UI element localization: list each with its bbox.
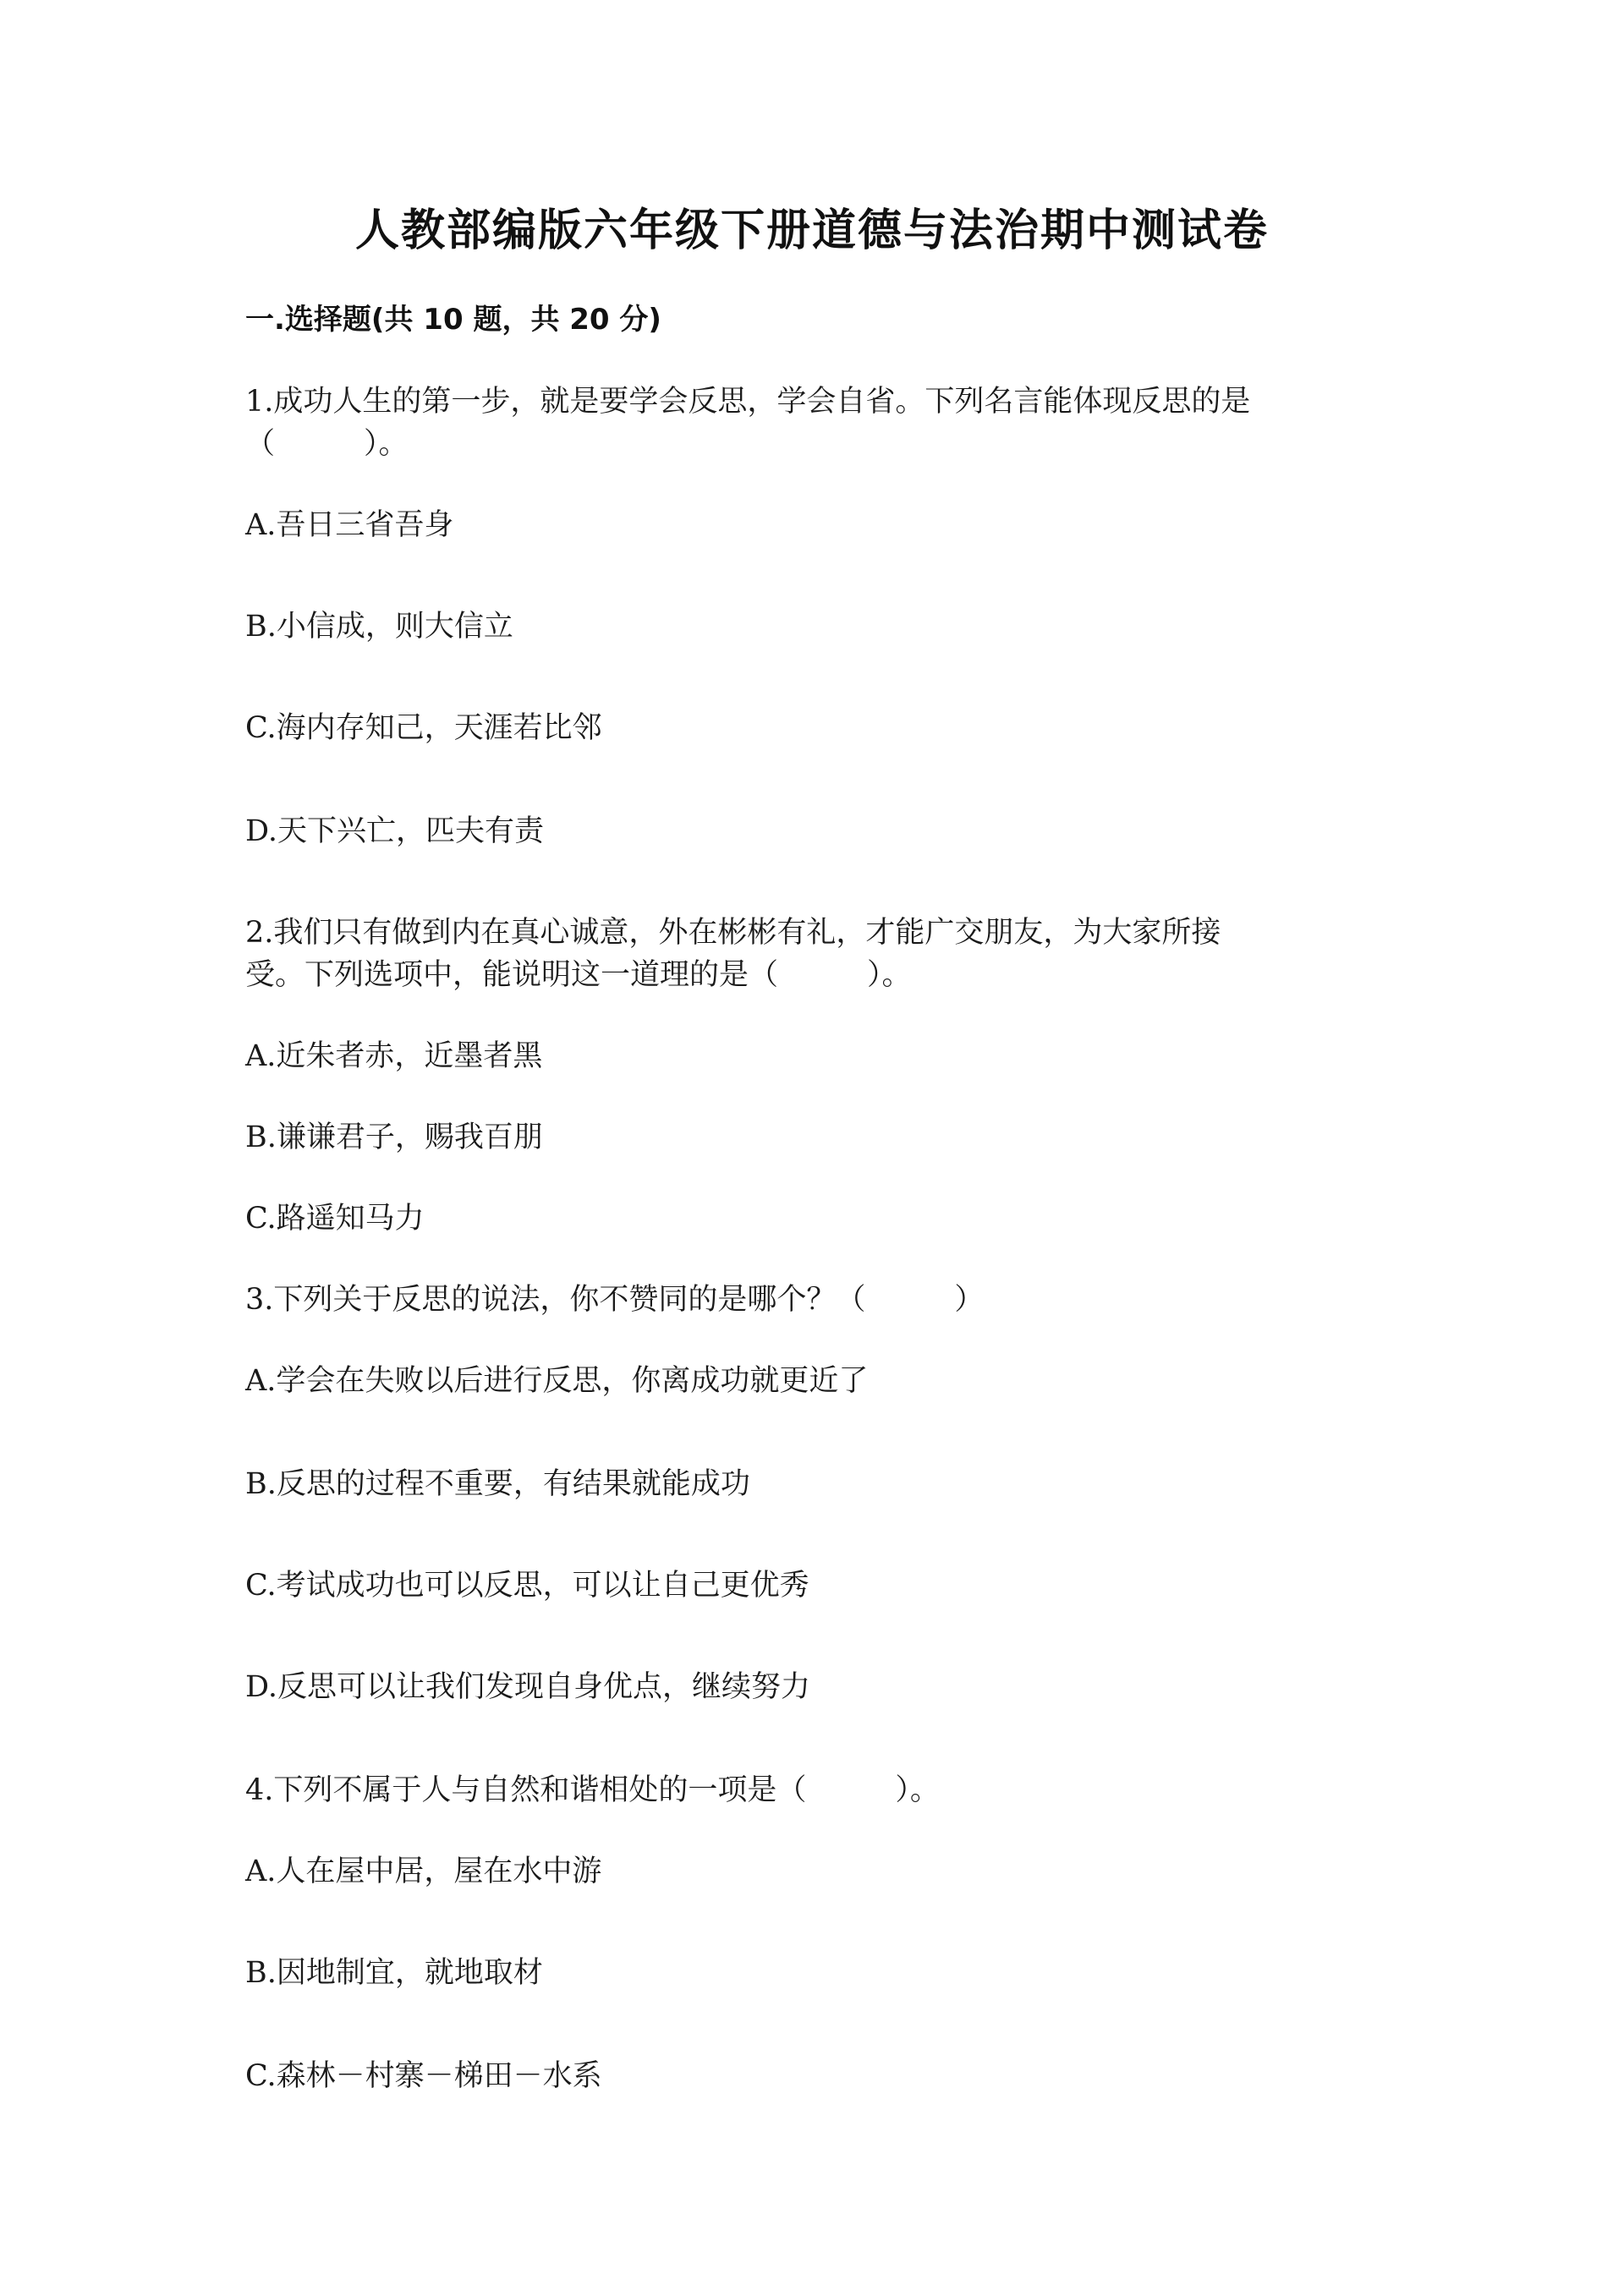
question-1-option-d: D.天下兴亡，匹夫有责	[245, 814, 544, 848]
question-3-stem: 3.下列关于反思的说法，你不赞同的是哪个？（ ）	[245, 1283, 985, 1317]
question-2-option-a: A.近朱者赤，近墨者黑	[245, 1039, 543, 1073]
question-1-stem-line-2: （ ）。	[245, 427, 409, 461]
question-2-stem-line-1: 2.我们只有做到内在真心诚意，外在彬彬有礼，才能广交朋友，为大家所接	[245, 916, 1221, 950]
question-1-option-c: C.海内存知己，天涯若比邻	[245, 711, 602, 745]
question-1-stem-line-1: 1.成功人生的第一步，就是要学会反思，学会自省。下列名言能体现反思的是	[245, 385, 1251, 419]
question-1-option-b: B.小信成，则大信立	[245, 610, 513, 644]
question-4-option-b: B.因地制宜，就地取材	[245, 1956, 543, 1990]
question-4-option-a: A.人在屋中居，屋在水中游	[245, 1855, 602, 1888]
question-3-option-a: A.学会在失败以后进行反思，你离成功就更近了	[245, 1364, 869, 1398]
question-3-option-d: D.反思可以让我们发现自身优点，继续努力	[245, 1670, 810, 1704]
question-4-stem: 4.下列不属于人与自然和谐相处的一项是（ ）。	[245, 1773, 940, 1807]
question-3-option-c: C.考试成功也可以反思，可以让自己更优秀	[245, 1569, 809, 1603]
section-heading: 一.选择题(共 10 题，共 20 分)	[245, 303, 661, 337]
question-2-option-b: B.谦谦君子，赐我百朋	[245, 1121, 543, 1154]
question-2-option-c: C.路遥知马力	[245, 1202, 425, 1236]
question-2-stem-line-2: 受。下列选项中，能说明这一道理的是（ ）。	[245, 958, 912, 992]
page-title: 人教部编版六年级下册道德与法治期中测试卷	[354, 205, 1269, 256]
question-3-option-b: B.反思的过程不重要，有结果就能成功	[245, 1467, 750, 1501]
question-1-option-a: A.吾日三省吾身	[245, 508, 454, 542]
question-4-option-c: C.森林－村寨－梯田－水系	[245, 2059, 602, 2093]
